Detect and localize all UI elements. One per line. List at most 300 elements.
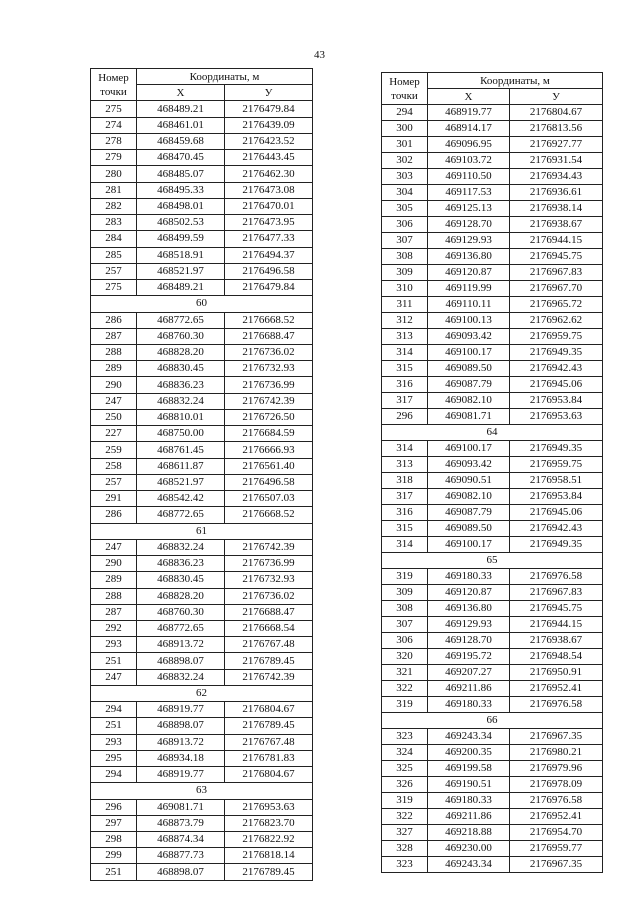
point-number-cell: 301 (382, 137, 428, 153)
table-row (91, 166, 313, 182)
table-row (382, 681, 603, 697)
table-body-right (382, 105, 603, 873)
coordinates-header: Координаты, м (428, 73, 603, 89)
table-row (382, 585, 603, 601)
y-coordinate-cell: 2176945.75 (510, 249, 603, 265)
table-row (382, 185, 603, 201)
table-row (91, 280, 313, 296)
table-row (91, 669, 313, 685)
x-coordinate-cell: 468772.65 (137, 620, 225, 636)
y-coordinate-cell: 2176976.58 (510, 697, 603, 713)
point-number-cell: 294 (91, 702, 137, 718)
point-number-cell: 290 (91, 556, 137, 572)
y-coordinate-cell: 2176950.91 (510, 665, 603, 681)
y-coordinate-cell: 2176944.15 (510, 617, 603, 633)
table-row (382, 345, 603, 361)
table-row (91, 442, 313, 458)
x-coordinate-cell: 469190.51 (428, 777, 510, 793)
x-coordinate-cell: 469195.72 (428, 649, 510, 665)
point-number-cell: 314 (382, 441, 428, 457)
point-number-cell: 296 (91, 799, 137, 815)
y-coordinate-cell: 2176959.77 (510, 841, 603, 857)
y-coordinate-cell: 2176958.51 (510, 473, 603, 489)
point-number-cell: 298 (91, 832, 137, 848)
point-number-cell: 294 (91, 767, 137, 783)
section-header-row (382, 553, 603, 569)
table-row (382, 617, 603, 633)
table-row (382, 105, 603, 121)
x-coordinate-cell: 469100.17 (428, 537, 510, 553)
y-coordinate-cell: 2176423.52 (225, 133, 313, 149)
x-coordinate-cell: 468874.34 (137, 832, 225, 848)
y-coordinate-cell: 2176736.99 (225, 377, 313, 393)
x-coordinate-cell: 469100.17 (428, 345, 510, 361)
x-coordinate-cell: 469180.33 (428, 569, 510, 585)
x-coordinate-cell: 468919.77 (137, 702, 225, 718)
point-number-cell: 287 (91, 328, 137, 344)
y-coordinate-cell: 2176953.63 (510, 409, 603, 425)
y-coordinate-cell: 2176477.33 (225, 231, 313, 247)
y-coordinate-cell: 2176668.52 (225, 507, 313, 523)
x-coordinate-cell: 468485.07 (137, 166, 225, 182)
point-number-cell: 323 (382, 729, 428, 745)
table-row (91, 393, 313, 409)
point-number-cell: 227 (91, 426, 137, 442)
x-coordinate-cell: 469089.50 (428, 361, 510, 377)
y-coordinate-cell: 2176942.43 (510, 361, 603, 377)
y-coordinate-cell: 2176936.61 (510, 185, 603, 201)
y-coordinate-cell: 2176953.63 (225, 799, 313, 815)
table-row (382, 697, 603, 713)
x-coordinate-cell: 468760.30 (137, 328, 225, 344)
y-coordinate-cell: 2176496.58 (225, 474, 313, 490)
y-coordinate-cell: 2176688.47 (225, 328, 313, 344)
table-row (91, 799, 313, 815)
point-number-cell: 325 (382, 761, 428, 777)
section-header-row (91, 523, 313, 539)
x-coordinate-cell: 468832.24 (137, 393, 225, 409)
point-number-cell: 289 (91, 572, 137, 588)
table-row (382, 233, 603, 249)
point-number-cell: 309 (382, 585, 428, 601)
point-number-cell: 294 (382, 105, 428, 121)
x-coordinate-cell: 468898.07 (137, 653, 225, 669)
y-coordinate-cell: 2176818.14 (225, 848, 313, 864)
point-number-cell: 283 (91, 215, 137, 231)
table-row (382, 489, 603, 505)
point-number-cell: 316 (382, 505, 428, 521)
x-coordinate-cell: 469100.13 (428, 313, 510, 329)
y-coordinate-cell: 2176668.52 (225, 312, 313, 328)
section-header-row (91, 296, 313, 312)
table-row (382, 393, 603, 409)
y-coordinate-cell: 2176823.70 (225, 815, 313, 831)
table-row (91, 848, 313, 864)
y-coordinate-cell: 2176494.37 (225, 247, 313, 263)
y-coordinate-cell: 2176789.45 (225, 653, 313, 669)
x-coordinate-cell: 469211.86 (428, 809, 510, 825)
point-number-cell: 306 (382, 633, 428, 649)
section-header-row (91, 783, 313, 799)
x-coordinate-cell: 468498.01 (137, 198, 225, 214)
point-number-cell: 308 (382, 601, 428, 617)
point-number-cell: 299 (91, 848, 137, 864)
table-row (91, 231, 313, 247)
coordinates-table-right (381, 72, 603, 873)
point-number-cell: 318 (382, 473, 428, 489)
x-coordinate-cell: 469093.42 (428, 329, 510, 345)
point-number-cell: 317 (382, 489, 428, 505)
point-number-cell: 310 (382, 281, 428, 297)
point-number-cell: 257 (91, 263, 137, 279)
page-number: 43 (314, 49, 325, 61)
table-row (91, 344, 313, 360)
point-number-cell: 251 (91, 864, 137, 880)
table-row (91, 653, 313, 669)
table-row (91, 247, 313, 263)
table-row (91, 556, 313, 572)
y-coordinate-cell: 2176938.67 (510, 633, 603, 649)
y-coordinate-cell: 2176736.99 (225, 556, 313, 572)
x-coordinate-cell: 469218.88 (428, 825, 510, 841)
table-row (382, 137, 603, 153)
point-number-cell: 259 (91, 442, 137, 458)
point-number-cell: 311 (382, 297, 428, 313)
table-row (91, 474, 313, 490)
x-coordinate-cell: 469090.51 (428, 473, 510, 489)
y-coordinate-cell: 2176979.96 (510, 761, 603, 777)
point-number-cell: 295 (91, 750, 137, 766)
x-coordinate-cell: 469100.17 (428, 441, 510, 457)
section-number: 64 (382, 425, 603, 441)
x-coordinate-cell: 468828.20 (137, 344, 225, 360)
point-number-cell: 314 (382, 537, 428, 553)
table-row (382, 409, 603, 425)
x-coordinate-cell: 469180.33 (428, 697, 510, 713)
point-number-cell: 300 (382, 121, 428, 137)
x-coordinate-cell: 468898.07 (137, 864, 225, 880)
y-coordinate-cell: 2176949.35 (510, 537, 603, 553)
table-body-left (91, 101, 313, 880)
y-coordinate-cell: 2176804.67 (510, 105, 603, 121)
x-coordinate-cell: 468832.24 (137, 539, 225, 555)
y-coordinate-cell: 2176959.75 (510, 457, 603, 473)
point-number-cell: 251 (91, 718, 137, 734)
x-coordinate-cell: 469081.71 (137, 799, 225, 815)
point-number-cell: 275 (91, 101, 137, 117)
x-coordinate-cell: 469093.42 (428, 457, 510, 473)
y-coordinate-cell: 2176668.54 (225, 620, 313, 636)
section-number: 66 (382, 713, 603, 729)
table-row (91, 409, 313, 425)
y-coordinate-cell: 2176684.59 (225, 426, 313, 442)
table-row (382, 825, 603, 841)
table-row (91, 507, 313, 523)
y-coordinate-cell: 2176952.41 (510, 809, 603, 825)
table-row (91, 491, 313, 507)
table-row (382, 473, 603, 489)
x-coordinate-cell: 468830.45 (137, 361, 225, 377)
x-coordinate-cell: 469110.11 (428, 297, 510, 313)
point-number-cell: 315 (382, 521, 428, 537)
point-number-cell: 281 (91, 182, 137, 198)
point-number-cell: 317 (382, 393, 428, 409)
point-number-cell: 307 (382, 617, 428, 633)
table-row (382, 217, 603, 233)
table-row (382, 569, 603, 585)
x-coordinate-cell: 468934.18 (137, 750, 225, 766)
section-number: 60 (91, 296, 313, 312)
x-coordinate-cell: 468832.24 (137, 669, 225, 685)
point-number-cell: 320 (382, 649, 428, 665)
table-row (91, 604, 313, 620)
x-coordinate-cell: 469087.79 (428, 505, 510, 521)
point-number-cell: 289 (91, 361, 137, 377)
y-coordinate-cell: 2176507.03 (225, 491, 313, 507)
point-number-cell: 319 (382, 569, 428, 585)
point-number-cell: 284 (91, 231, 137, 247)
x-coordinate-cell: 469207.27 (428, 665, 510, 681)
y-coordinate-cell: 2176967.35 (510, 857, 603, 873)
x-coordinate-cell: 468495.33 (137, 182, 225, 198)
table-row (382, 857, 603, 873)
point-number-cell: 286 (91, 507, 137, 523)
x-coordinate-cell: 468913.72 (137, 734, 225, 750)
x-coordinate-cell: 468828.20 (137, 588, 225, 604)
x-coordinate-cell: 468772.65 (137, 312, 225, 328)
y-header: У (510, 89, 603, 105)
table-row (382, 761, 603, 777)
y-coordinate-cell: 2176944.15 (510, 233, 603, 249)
point-number-cell: 304 (382, 185, 428, 201)
x-coordinate-cell: 469128.70 (428, 633, 510, 649)
y-coordinate-cell: 2176666.93 (225, 442, 313, 458)
table-row (382, 537, 603, 553)
y-coordinate-cell: 2176945.06 (510, 505, 603, 521)
x-coordinate-cell: 469082.10 (428, 489, 510, 505)
table-row (382, 649, 603, 665)
point-number-cell: 321 (382, 665, 428, 681)
point-number-cell: 305 (382, 201, 428, 217)
y-coordinate-cell: 2176813.56 (510, 121, 603, 137)
table-row (382, 729, 603, 745)
x-coordinate-cell: 469096.95 (428, 137, 510, 153)
table-row (91, 864, 313, 880)
point-number-cell: 315 (382, 361, 428, 377)
x-coordinate-cell: 468877.73 (137, 848, 225, 864)
table-row (91, 198, 313, 214)
x-coordinate-cell: 468836.23 (137, 377, 225, 393)
point-number-cell: 327 (382, 825, 428, 841)
x-coordinate-cell: 469211.86 (428, 681, 510, 697)
x-coordinate-cell: 468898.07 (137, 718, 225, 734)
x-coordinate-cell: 469129.93 (428, 617, 510, 633)
table-row (382, 441, 603, 457)
table-row (382, 665, 603, 681)
x-coordinate-cell: 468810.01 (137, 409, 225, 425)
point-number-cell: 326 (382, 777, 428, 793)
x-coordinate-cell: 469089.50 (428, 521, 510, 537)
table-row (91, 458, 313, 474)
x-coordinate-cell: 468461.01 (137, 117, 225, 133)
point-number-cell: 287 (91, 604, 137, 620)
table-row (382, 745, 603, 761)
point-number-cell: 247 (91, 539, 137, 555)
x-coordinate-cell: 469136.80 (428, 601, 510, 617)
point-number-cell: 290 (91, 377, 137, 393)
x-coordinate-cell: 468611.87 (137, 458, 225, 474)
point-number-cell: 314 (382, 345, 428, 361)
table-row (91, 263, 313, 279)
table-row (382, 377, 603, 393)
coordinates-header: Координаты, м (137, 69, 313, 85)
y-coordinate-cell: 2176938.67 (510, 217, 603, 233)
table-row (91, 101, 313, 117)
x-coordinate-cell: 468772.65 (137, 507, 225, 523)
table-row (382, 777, 603, 793)
x-coordinate-cell: 469136.80 (428, 249, 510, 265)
table-row (382, 121, 603, 137)
y-coordinate-cell: 2176470.01 (225, 198, 313, 214)
y-coordinate-cell: 2176942.43 (510, 521, 603, 537)
x-coordinate-cell: 469120.87 (428, 265, 510, 281)
y-coordinate-cell: 2176732.93 (225, 572, 313, 588)
x-coordinate-cell: 468830.45 (137, 572, 225, 588)
y-coordinate-cell: 2176804.67 (225, 767, 313, 783)
table-row (91, 426, 313, 442)
y-coordinate-cell: 2176967.83 (510, 265, 603, 281)
y-coordinate-cell: 2176953.84 (510, 489, 603, 505)
y-coordinate-cell: 2176967.70 (510, 281, 603, 297)
y-coordinate-cell: 2176479.84 (225, 280, 313, 296)
x-coordinate-cell: 468499.59 (137, 231, 225, 247)
x-coordinate-cell: 468518.91 (137, 247, 225, 263)
x-coordinate-cell: 469081.71 (428, 409, 510, 425)
table-row (382, 601, 603, 617)
point-number-cell: 302 (382, 153, 428, 169)
coordinates-table-left (90, 68, 313, 881)
section-number: 61 (91, 523, 313, 539)
table-row (91, 572, 313, 588)
table-row (382, 841, 603, 857)
y-coordinate-cell: 2176967.35 (510, 729, 603, 745)
table-row (382, 153, 603, 169)
section-header-row (91, 685, 313, 701)
x-coordinate-cell: 468919.77 (428, 105, 510, 121)
y-coordinate-cell: 2176473.08 (225, 182, 313, 198)
table-row (91, 588, 313, 604)
y-coordinate-cell: 2176462.30 (225, 166, 313, 182)
x-coordinate-cell: 468489.21 (137, 280, 225, 296)
point-number-cell: 313 (382, 457, 428, 473)
y-header: У (225, 85, 313, 101)
table-row (382, 313, 603, 329)
point-number-cell: 296 (382, 409, 428, 425)
x-coordinate-cell: 468502.53 (137, 215, 225, 231)
table-row (91, 215, 313, 231)
x-coordinate-cell: 468750.00 (137, 426, 225, 442)
y-coordinate-cell: 2176781.83 (225, 750, 313, 766)
point-number-cell: 322 (382, 809, 428, 825)
x-coordinate-cell: 468761.45 (137, 442, 225, 458)
table-row (91, 539, 313, 555)
table-row (91, 182, 313, 198)
y-coordinate-cell: 2176976.58 (510, 793, 603, 809)
y-coordinate-cell: 2176736.02 (225, 588, 313, 604)
point-number-cell: 319 (382, 697, 428, 713)
y-coordinate-cell: 2176967.83 (510, 585, 603, 601)
y-coordinate-cell: 2176439.09 (225, 117, 313, 133)
point-number-cell: 285 (91, 247, 137, 263)
y-coordinate-cell: 2176927.77 (510, 137, 603, 153)
point-number-cell: 286 (91, 312, 137, 328)
point-number-cell: 257 (91, 474, 137, 490)
section-header-row (382, 713, 603, 729)
table-row (91, 815, 313, 831)
table-row (382, 633, 603, 649)
point-number-cell: 279 (91, 150, 137, 166)
point-number-cell: 258 (91, 458, 137, 474)
table-row (91, 377, 313, 393)
table-row (382, 809, 603, 825)
y-coordinate-cell: 2176931.54 (510, 153, 603, 169)
x-coordinate-cell: 469120.87 (428, 585, 510, 601)
point-number-cell: 274 (91, 117, 137, 133)
table-row (382, 169, 603, 185)
x-coordinate-cell: 469119.99 (428, 281, 510, 297)
y-coordinate-cell: 2176822.92 (225, 832, 313, 848)
x-coordinate-cell: 469128.70 (428, 217, 510, 233)
y-coordinate-cell: 2176959.75 (510, 329, 603, 345)
x-coordinate-cell: 469103.72 (428, 153, 510, 169)
y-coordinate-cell: 2176726.50 (225, 409, 313, 425)
y-coordinate-cell: 2176945.06 (510, 377, 603, 393)
point-number-cell: 303 (382, 169, 428, 185)
point-number-cell: 313 (382, 329, 428, 345)
table-row (91, 117, 313, 133)
point-number-cell: 323 (382, 857, 428, 873)
point-number-cell: 312 (382, 313, 428, 329)
x-header: X (137, 85, 225, 101)
y-coordinate-cell: 2176479.84 (225, 101, 313, 117)
point-number-cell: 275 (91, 280, 137, 296)
point-number-cell: 306 (382, 217, 428, 233)
y-coordinate-cell: 2176949.35 (510, 345, 603, 361)
x-coordinate-cell: 468760.30 (137, 604, 225, 620)
y-coordinate-cell: 2176742.39 (225, 669, 313, 685)
table-row (91, 133, 313, 149)
y-coordinate-cell: 2176962.62 (510, 313, 603, 329)
y-coordinate-cell: 2176953.84 (510, 393, 603, 409)
x-coordinate-cell: 469243.34 (428, 857, 510, 873)
point-number-cell: 322 (382, 681, 428, 697)
x-coordinate-cell: 468470.45 (137, 150, 225, 166)
point-number-cell: 308 (382, 249, 428, 265)
section-header-row (382, 425, 603, 441)
y-coordinate-cell: 2176934.43 (510, 169, 603, 185)
table-row (91, 702, 313, 718)
table-row (382, 249, 603, 265)
table-row (91, 150, 313, 166)
section-number: 63 (91, 783, 313, 799)
y-coordinate-cell: 2176742.39 (225, 393, 313, 409)
x-coordinate-cell: 469230.00 (428, 841, 510, 857)
point-number-header: Номер точки (382, 73, 428, 105)
table-row (91, 637, 313, 653)
x-coordinate-cell: 469199.58 (428, 761, 510, 777)
point-number-cell: 293 (91, 637, 137, 653)
y-coordinate-cell: 2176732.93 (225, 361, 313, 377)
